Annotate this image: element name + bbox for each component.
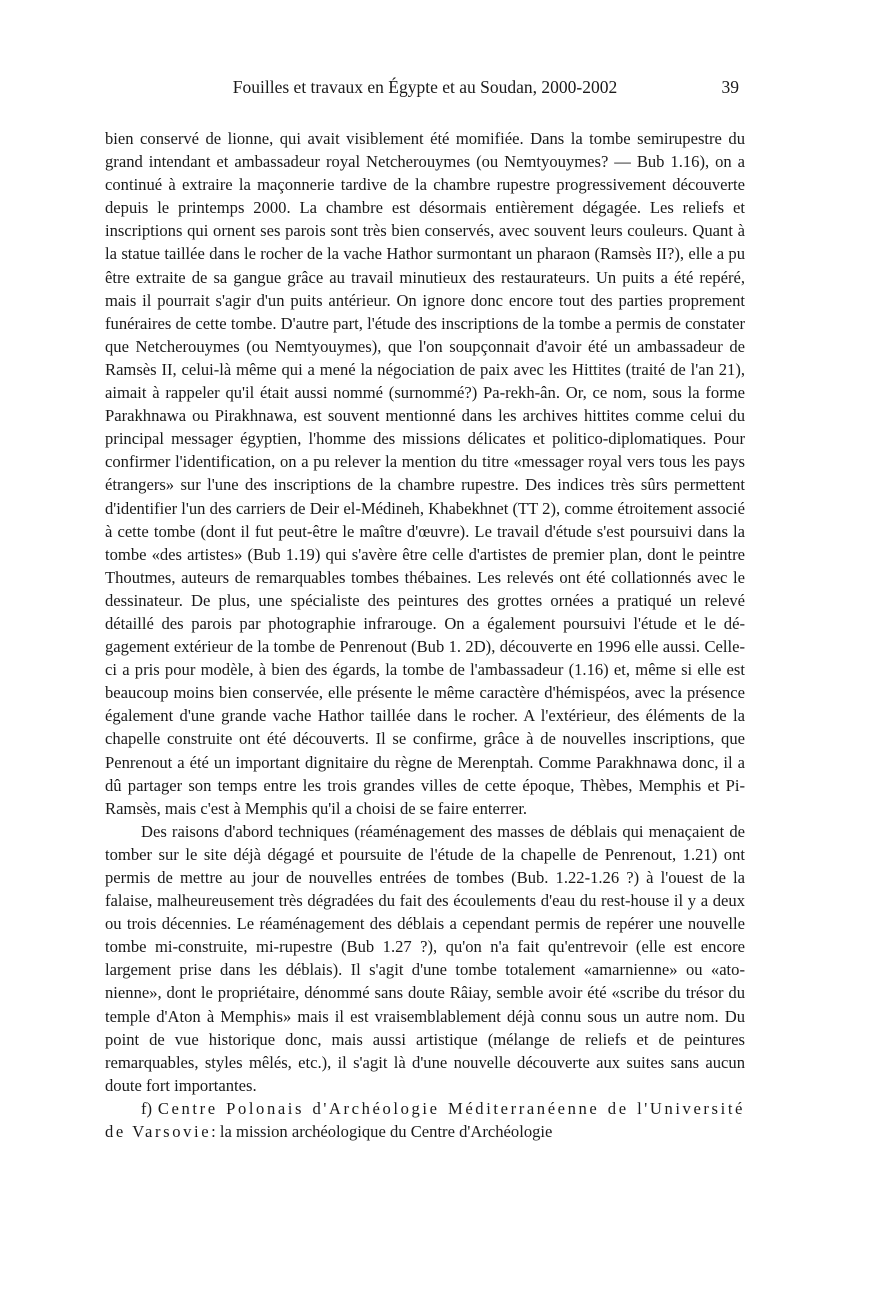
body-text <box>105 127 745 1143</box>
institution-heading: Centre Polonais d'Archéologie Méditerranéenne de l'Université de Varsovie <box>105 1098 745 1142</box>
running-header <box>105 75 745 99</box>
running-title: Fouilles et travaux en Égypte et au Soudan, 2000-2002 <box>232 77 618 97</box>
paragraph-label: f) <box>141 1098 153 1118</box>
paragraph-2: Des raisons d'abord techniques (réaménagement des masses de déblais qui menaçaient de tomber sur le site déjà dégagé et poursuite de l'étude de la chapelle de Penrenout, 1.21) ont permis de mettre au jour de nouvelles entrées de tombes (Bub. 1.22-1.26 ?) à l'ouest de la falaise, malheureusement très dégradées du fait des écoulements d'eau du rest-house il y a deux ou trois décennies. Le réaménagement des déblais a cependant permis de repérer une nouvelle tombe mi-construite, mi-rupestre (Bub 1.27 ?), qu'on n'a fait qu'entrevoir (elle est encore largement prise dans les déblais). Il s'agit d'une tombe totalement «amarnienne» ou «atonienne», dont le propriétaire, dénommé sans doute Râiay, semble avoir été «scribe du trésor du temple d'Aton à Memphis» mais il est vraisemblablement déjà connu sous un autre nom. Du point de vue historique donc, mais aussi artistique (mélange de reliefs et de peintures remarquables, styles mêlés, etc.), il s'agit là d'une nouvelle découverte aux suites sans aucun doute fort importantes. <box>105 821 745 1095</box>
paragraph-1: bien conservé de lionne, qui avait visiblement été momifiée. Dans la tombe semirupestre du grand intendant et ambassadeur royal Netcherouymes (ou Nemtyouymes? — Bub 1.16), on a continué à extraire la maçonnerie tardive de la chambre rupestre progressivement découverte depuis le printemps 2000. La chambre est désormais entièrement dégagée. Les reliefs et inscriptions qui ornent ses parois sont très bien conservés, avec souvent leurs couleurs. Quant à la statue taillée dans le rocher de la vache Hathor surmontant un pharaon (Ramsès II?), elle a pu être extraite de sa gangue grâce au travail minutieux des restaurateurs. Un puits a été repéré, mais il pourrait s'agir d'un puits antérieur. On ignore donc encore tout des parties proprement funéraires de cette tombe. D'autre part, l'étude des inscriptions de la tombe a permis de constater que Netcherouymes (ou Nemtyouymes), que l'on soupçonnait d'avoir été un ambassadeur de Ramsès II, celui-là même qui a mené la négociation de paix avec les Hittites (traité de l'an 21), aimait à rappeler qu'il était aussi nommé (surnommé?) Pa-rekh-ân. Or, ce nom, sous la forme Parakhnawa ou Pirakhnawa, est souvent mentionné dans les archives hittites comme celui du principal messager égyptien, l'homme des missions délicates et politico-diplomatiques. Pour confirmer l'identification, on a pu relever la mention du titre «messager royal vers tous les pays étrangers» sur l'une des inscriptions de la chambre rupestre. Des indices très sûrs permettent d'identifier l'un des carriers de Deir el-Médineh, Khabekhnet (TT 2), comme étroitement associé à cette tombe (dont il fut peut-être le maître d'œuvre). Le travail d'étude s'est poursuivi dans la tombe «des artistes» (Bub 1.19) qui s'avère être celle d'artistes de premier plan, dont le peintre Thoutmes, auteurs de remarquables tombes thébaines. Les relevés ont été collationnés avec le dessinateur. De plus, une spécialiste des peintures des grottes ornées a pratiqué un relevé détaillé des parois par photographie infrarouge. On a également poursuivi l'étude et le dégagement extérieur de la tombe de Penrenout (Bub 1. 2D), découverte en 1996 elle aussi. Celle-ci a pris pour modèle, à bien des égards, la tombe de l'ambassadeur (1.16) et, même si elle est beaucoup moins bien conservée, elle présente le même caractère d'hémispéos, avec la présence également d'une grande vache Hathor taillée dans le rocher. A l'extérieur, des éléments de la chapelle construite ont été découverts. Il se confirme, grâce à de nouvelles inscriptions, que Penrenout a été un important dignitaire du règne de Merenptah. Comme Parakhnawa donc, il a dû partager son temps entre les trois grandes villes de cette époque, Thèbes, Memphis et Pi-Ramsès, mais c'est à Memphis qu'il a choisi de se faire enterrer. <box>105 129 745 818</box>
paragraph-3-text: : la mission archéologique du Centre d'Archéologie <box>211 1122 553 1142</box>
page-number: 39 <box>721 77 739 97</box>
paragraph-3 <box>105 1097 745 1143</box>
